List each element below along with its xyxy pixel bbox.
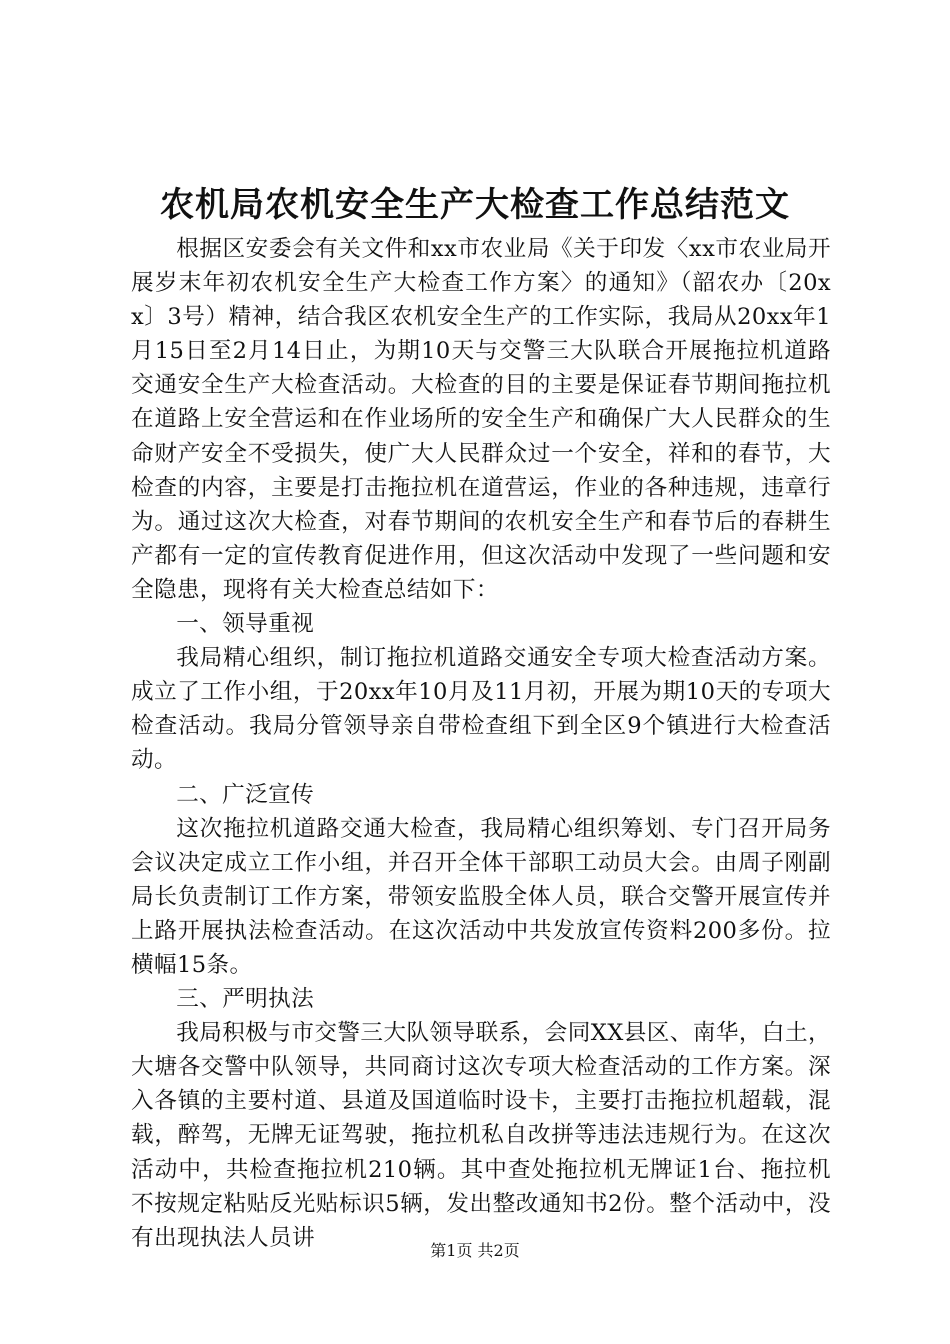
section-paragraph-2: 这次拖拉机道路交通大检查，我局精心组织筹划、专门召开局务会议决定成立工作小组，并召开全体干部职工动员大会。由周子刚副局长负责制订工作方案，带领安监股全体人员，联合交警开展宣传并上路开展执法检查活动。在这次活动中共发放宣传资料200多份。拉横幅15条。 bbox=[131, 815, 831, 978]
section-paragraph-3: 我局积极与市交警三大队领导联系，会同XX县区、南华，白土，大塘各交警中队领导，共同商讨这次专项大检查活动的工作方案。深入各镇的主要村道、县道及国道临时设卡，主要打击拖拉机超载，混载，醉驾，无牌无证驾驶，拖拉机私自改拼等违法违规行为。在这次活动中，共检查拖拉机210辆。其中查处拖拉机无牌证1台、拖拉机不按规定粘贴反光贴标识5辆，发出整改通知书2份。整个活动中，没有出现执法人员讲 bbox=[131, 1020, 831, 1251]
page-footer: 第1页 共2页 bbox=[430, 1241, 520, 1260]
document-title: 农机局农机安全生产大检查工作总结范文 bbox=[160, 185, 790, 225]
section-heading-2: 二、广泛宣传 bbox=[176, 781, 315, 808]
section-heading-1: 一、领导重视 bbox=[176, 611, 315, 638]
document-body bbox=[131, 232, 831, 1255]
section-heading-3: 三、严明执法 bbox=[176, 986, 315, 1013]
intro-paragraph: 根据区安委会有关文件和xx市农业局《关于印发〈xx市农业局开展岁末年初农机安全生产大检查工作方案〉的通知》（韶农办〔20xx〕3号）精神，结合我区农机安全生产的工作实际，我局从20xx年1月15日至2月14日止，为期10天与交警三大队联合开展拖拉机道路交通安全生产大检查活动。大检查的目的主要是保证春节期间拖拉机在道路上安全营运和在作业场所的安全生产和确保广大人民群众的生命财产安全不受损失，使广大人民群众过一个安全，祥和的春节，大检查的内容，主要是打击拖拉机在道营运，作业的各种违规，违章行为。通过这次大检查，对春节期间的农机安全生产和春节后的春耕生产都有一定的宣传教育促进作用，但这次活动中发现了一些问题和安全隐患，现将有关大检查总结如下： bbox=[131, 236, 831, 603]
section-paragraph-1: 我局精心组织，制订拖拉机道路交通安全专项大检查活动方案。成立了工作小组，于20xx年10月及11月初，开展为期10天的专项大检查活动。我局分管领导亲自带检查组下到全区9个镇进行大检查活动。 bbox=[131, 645, 831, 774]
